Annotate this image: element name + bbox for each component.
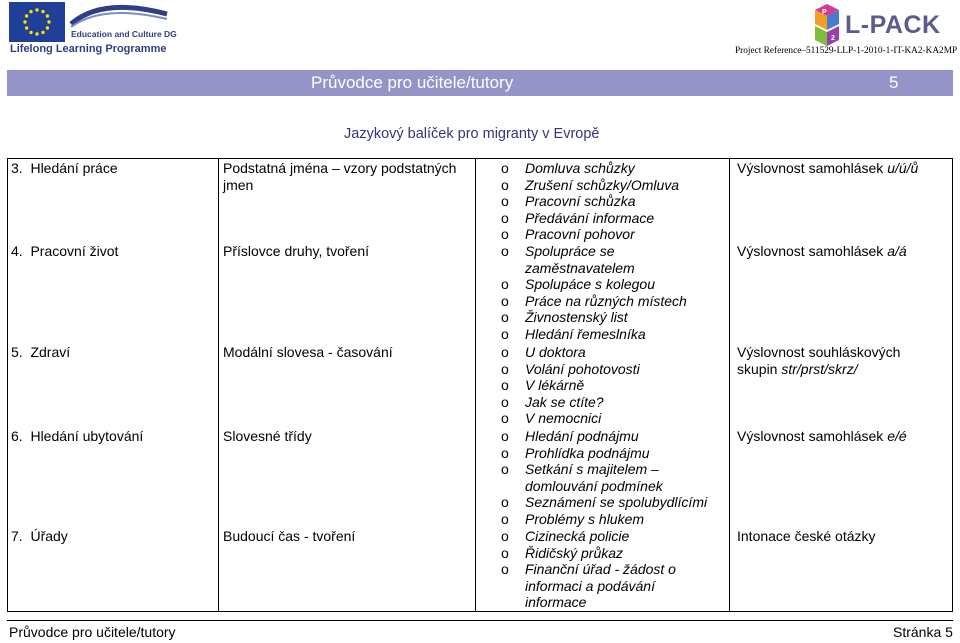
list-item: o V nemocnici [501,410,735,427]
list-item: o Finanční úřad - žádost o informaci a podávání informace [501,561,693,611]
list-item: o Jak se ctíte? [501,394,735,411]
list-item: o Předávání informace [501,210,735,227]
pronunciation-text: Intonace české otázky [737,528,876,544]
pronunciation-text: Výslovnost souhláskových skupin [737,344,901,377]
list-item: o Cizinecká policie [501,528,735,545]
table-row-topic: 6. Hledání ubytování [11,428,144,444]
svg-text:P: P [822,9,827,16]
list-item: o Prohlídka podnájmu [501,445,735,462]
situation-list [501,243,735,342]
pronunciation-italic: u/ú/ů [887,160,919,176]
list-item: o Domluva schůzky [501,160,735,177]
lpack-logo [811,4,951,48]
list-item: o V lékárně [501,377,735,394]
situation-list [501,344,735,427]
table-row-topic: 4. Pracovní život [11,243,119,259]
table-row-pronunciation [737,528,947,545]
footer-title: Průvodce pro učitele/tutory [9,624,176,640]
list-item: o Seznámení se spolubydlícími [501,494,735,511]
table-row-topic: 5. Zdraví [11,344,71,360]
list-item: o U doktora [501,344,735,361]
eu-programme-label: Lifelong Learning Programme [10,43,167,55]
pronunciation-text: Výslovnost samohlásek [737,160,884,176]
footer-divider [7,620,953,621]
table-divider [475,158,476,612]
list-item: o Práce na různých místech [501,293,735,310]
eu-wave-icon [69,4,169,28]
list-item: o Setkání s majitelem – domlouvání podmínek [501,461,675,494]
list-item: o Spolupráce se zaměstnavatelem [501,243,685,276]
table-row-pronunciation [737,344,942,377]
list-item: o Živnostenský list [501,309,735,326]
situation-list [501,528,735,611]
pronunciation-text: Výslovnost samohlásek [737,243,884,259]
list-item: o Hledání podnájmu [501,428,735,445]
table-row-pronunciation [737,428,947,445]
table-row-pronunciation [737,160,942,177]
eu-dg-label: Education and Culture DG [71,29,177,39]
svg-text:2: 2 [831,35,835,42]
table-row-grammar: Modální slovesa - časování [223,344,393,360]
table-divider [7,611,953,612]
table-divider [952,158,953,612]
pronunciation-italic: a/á [887,243,907,259]
table-divider [7,158,8,612]
table-row-topic: 3. Hledání práce [11,160,118,176]
pronunciation-text: Výslovnost samohlásek [737,428,884,444]
page-subtitle: Jazykový balíček pro migranty v Evropě [344,126,600,142]
table-row-grammar: Slovesné třídy [223,428,312,444]
table-row-pronunciation [737,243,947,260]
situation-list [501,428,735,527]
list-item: o Pracovní pohovor [501,226,735,243]
table-divider [218,158,219,612]
title-bar [7,70,953,96]
list-item: o Řidičský průkaz [501,545,735,562]
footer-page: Stránka 5 [893,624,953,640]
list-item: o Zrušení schůzky/Omluva [501,177,735,194]
table-row-grammar: Podstatná jména – vzory podstatných jmen [223,160,457,193]
project-reference: Project Reference–511529-LLP-1-2010-1-IT-KA2-KA2MP [735,46,958,56]
page-title: Průvodce pro učitele/tutory [311,73,514,92]
table-row-grammar: Příslovce druhy, tvoření [223,243,370,259]
list-item: o Hledání řemeslníka [501,326,735,343]
lpack-cube-icon [811,4,847,48]
table-divider [7,158,953,159]
pronunciation-italic: str/prst/skrz/ [781,360,858,377]
list-item: o Pracovní schůzka [501,193,735,210]
eu-flag-icon [9,2,65,42]
table-row-topic: 7. Úřady [11,528,68,544]
table-row-grammar: Budoucí čas - tvoření [223,528,356,544]
list-item: o Problémy s hlukem [501,511,735,528]
eu-logo [9,2,177,58]
pronunciation-italic: e/é [887,428,907,444]
list-item: o Spolupáce s kolegou [501,276,735,293]
page-number: 5 [889,73,899,92]
lpack-logo-text: L-PACK [845,11,941,39]
situation-list [501,160,735,243]
list-item: o Volání pohotovosti [501,361,735,378]
